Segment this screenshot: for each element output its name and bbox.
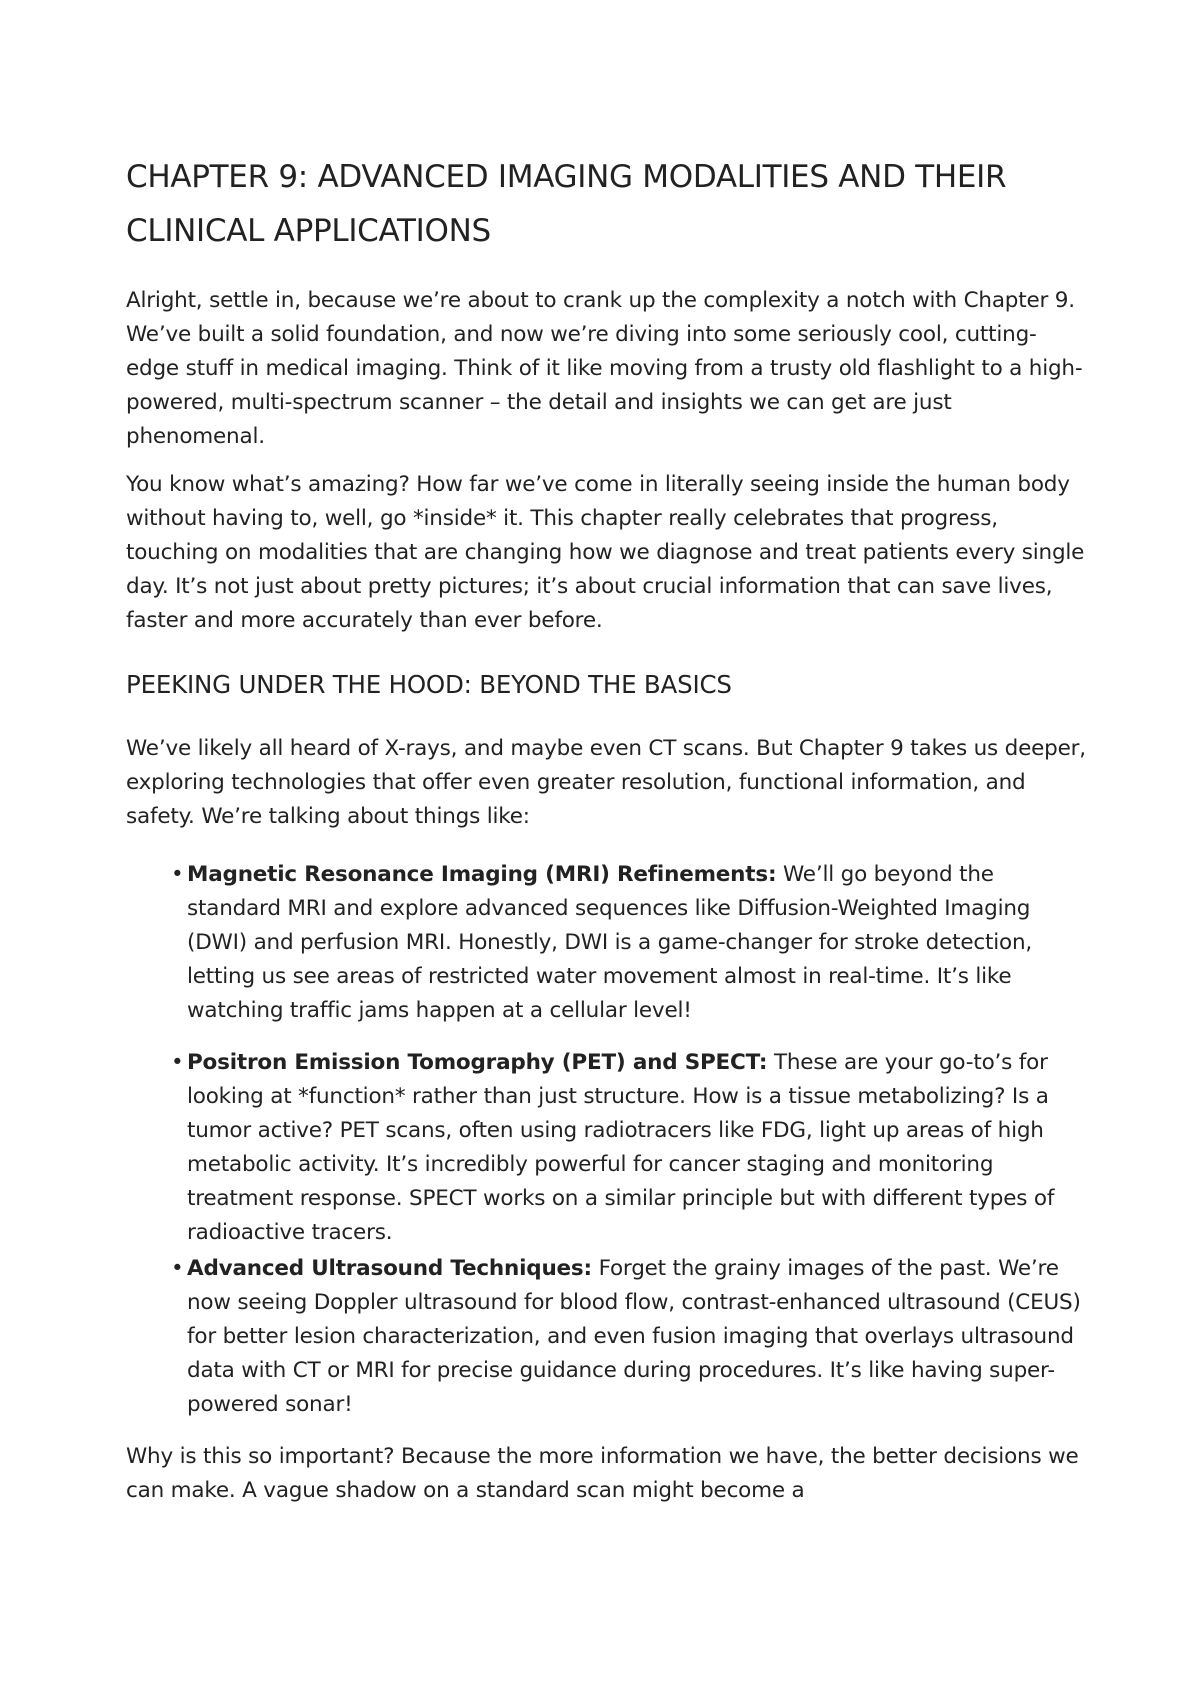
list-item-text: We’ll go beyond the standard MRI and explore advanced sequences like Diffusion-Weighted Imaging (DWI) and perfusion MRI. Honestly, DWI is a game-changer for stroke detection, letting us see areas of restricted water movement almost in real-time. It’s like watching traffic jams happen at a cellular level! [187, 862, 1033, 1023]
document-page [126, 150, 1086, 1522]
list-item-term: Advanced Ultrasound Techniques: [187, 1256, 592, 1281]
section-intro-paragraph: We’ve likely all heard of X-rays, and maybe even CT scans. But Chapter 9 takes us deeper, exploring technologies that offer even greater resolution, functional information, and safety. We’re talking about things like: [126, 736, 1086, 829]
list-item-term: Magnetic Resonance Imaging (MRI) Refinements: [187, 862, 777, 887]
intro-paragraph-2: You know what’s amazing? How far we’ve come in literally seeing inside the human body without having to, well, go *inside* it. This chapter really celebrates that progress, touching on modalities that are changing how we diagnose and treat patients every single day. It’s not just about pretty pictures; it’s about crucial information that can save lives, faster and more accurately than ever before. [126, 472, 1085, 633]
bullet-icon: • [171, 862, 184, 887]
closing-paragraph: Why is this so important? Because the more information we have, the better decisions we can make. A vague shadow on a standard scan might become a [126, 1444, 1079, 1503]
bullet-icon: • [171, 1050, 184, 1075]
bullet-icon: • [171, 1256, 184, 1281]
intro-paragraph-1: Alright, settle in, because we’re about to crank up the complexity a notch with Chapter 9. We’ve built a solid foundation, and now we’re diving into some seriously cool, cutting-edge stuff in medical imaging. Think of it like moving from a trusty old flashlight to a high-powered, multi-spectrum scanner – the detail and insights we can get are just phenomenal. [126, 288, 1083, 449]
list-item-text: Forget the grainy images of the past. We’re now seeing Doppler ultrasound for blood flow, contrast-enhanced ultrasound (CEUS) for better lesion characterization, and even fusion imaging that overlays ultrasound data with CT or MRI for precise guidance during procedures. It’s like having super-powered sonar! [187, 1256, 1081, 1417]
list-item-text: These are your go-to’s for looking at *function* rather than just structure. How is a tissue metabolizing? Is a tumor active? PET scans, often using radiotracers like FDG, light up areas of high metabolic activity. It’s incredibly powerful for cancer staging and monitoring treatment response. SPECT works on a similar principle but with different types of radioactive tracers. [187, 1050, 1055, 1245]
list-item-term: Positron Emission Tomography (PET) and SPECT: [187, 1050, 768, 1075]
modality-list [126, 858, 1086, 1422]
list-item-pet-spect [171, 1046, 1086, 1250]
list-item-ultrasound [171, 1252, 1086, 1422]
chapter-title: CHAPTER 9: ADVANCED IMAGING MODALITIES AND THEIR CLINICAL APPLICATIONS [126, 159, 1007, 249]
section-title: PEEKING UNDER THE HOOD: BEYOND THE BASICS [126, 670, 732, 699]
list-item-mri [171, 858, 1086, 1028]
